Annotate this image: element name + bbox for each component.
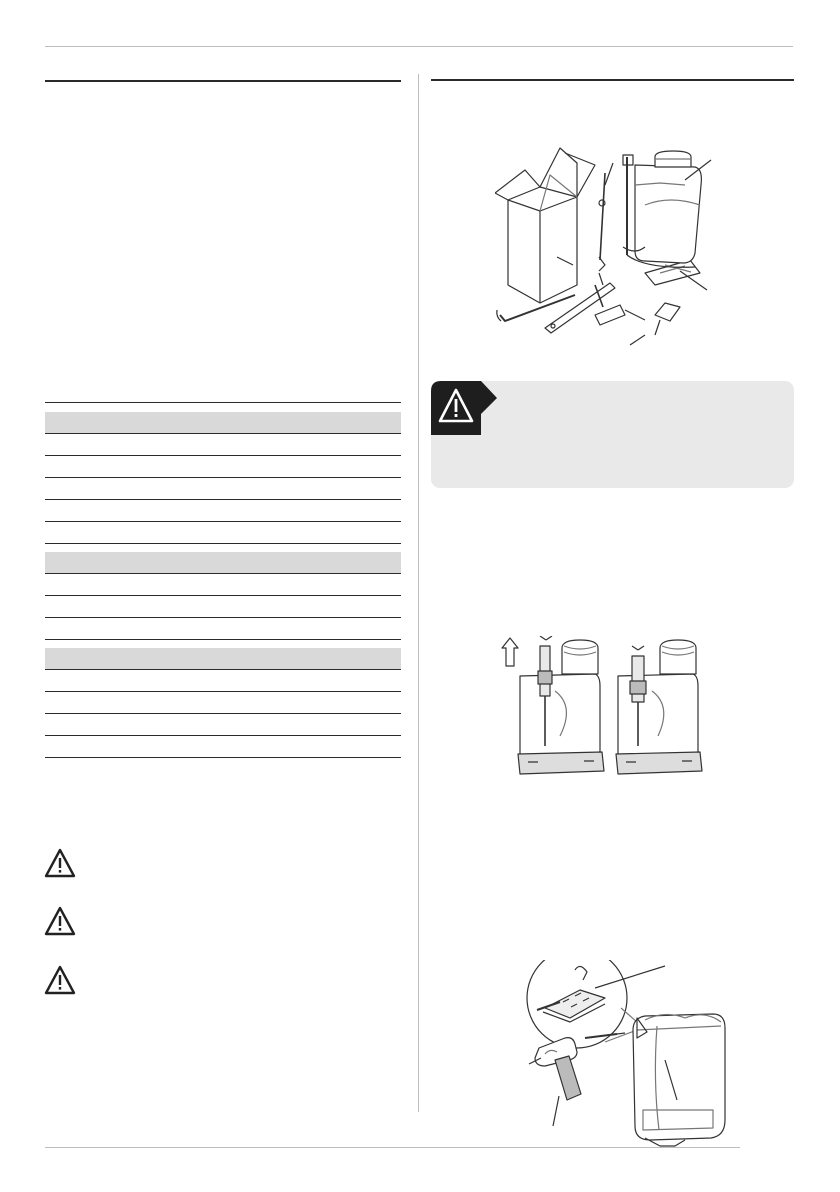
spec-row [45,670,401,692]
spec-group-header [45,412,401,434]
spec-row [45,618,401,640]
pin-hammer-figure [525,960,735,1150]
tank-left [502,636,604,774]
right-section-rule-top [431,79,794,81]
spec-table [45,412,401,758]
left-section-rule-top [45,80,401,82]
spec-row [45,456,401,478]
spec-row [45,692,401,714]
left-section-rule-table [45,402,401,403]
spec-row [45,434,401,456]
spec-row [45,596,401,618]
warning-triangle-icon [44,848,76,878]
spec-row [45,736,401,758]
warning-triangle-icon [44,965,76,995]
spec-group-header [45,648,401,670]
spec-row [45,574,401,596]
spec-row [45,478,401,500]
spec-group-header [45,552,401,574]
warning-panel [431,381,794,488]
warning-triangle-icon [44,906,76,936]
spec-row [45,714,401,736]
header-rule [45,46,793,47]
spec-row [45,522,401,544]
column-divider [418,74,419,1112]
tank-right [616,640,702,774]
spec-row [45,500,401,522]
warning-badge [431,381,501,435]
pump-removal-figure [500,636,720,788]
package-contents-figure [495,145,735,350]
